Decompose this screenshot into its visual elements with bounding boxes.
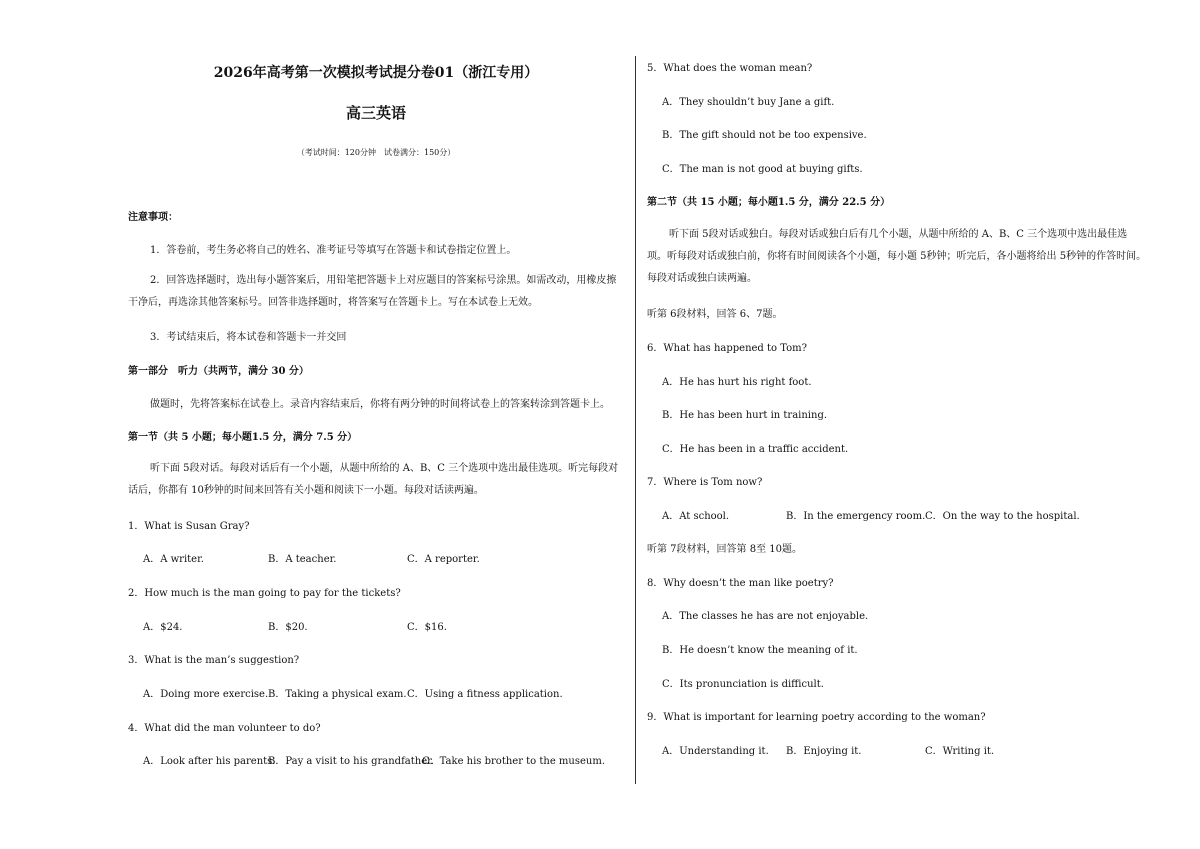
note-item-3: 3．考试结束后，将本试卷和答题卡一并交回: [150, 332, 347, 343]
notes-heading: 注意事项：: [128, 212, 178, 223]
option-c[interactable]: C．On the way to the hospital.: [925, 511, 1080, 522]
note-item-2: 2．回答选择题时，选出每小题答案后，用铅笔把答题卡上对应题目的答案标号涂黑。如需改动，用橡皮擦干净后，再选涂其他答案标号。回答非选择题时，将答案写在答题卡上。写在本试卷上无效。: [128, 275, 617, 308]
option-c[interactable]: C．Take his brother to the museum.: [422, 756, 605, 767]
option-b[interactable]: B．$20.: [268, 622, 308, 633]
question-stem: 8．Why doesn’t the man like poetry?: [647, 578, 834, 589]
option-b[interactable]: B．Pay a visit to his grandfather.: [268, 756, 434, 767]
part1-intro: 做题时，先将答案标在试卷上。录音内容结束后，你将有两分钟的时间将试卷上的答案转涂到答题卡上。: [150, 399, 610, 410]
section2-heading: 第二节（共 15 小题；每小题1.5 分，满分 22.5 分）: [647, 197, 891, 208]
option-c[interactable]: C．Using a fitness application.: [407, 689, 563, 700]
question-stem: 6．What has happened to Tom?: [647, 343, 807, 354]
question-stem: 7．Where is Tom now?: [647, 477, 763, 488]
option-b[interactable]: B．The gift should not be too expensive.: [662, 130, 867, 141]
option-a[interactable]: A．He has hurt his right foot.: [662, 377, 812, 388]
option-b[interactable]: B．He doesn’t know the meaning of it.: [662, 645, 858, 656]
option-b[interactable]: B．Taking a physical exam.: [268, 689, 407, 700]
option-b[interactable]: B．He has been hurt in training.: [662, 410, 828, 421]
section1-intro: 听下面 5段对话。每段对话后有一个小题，从题中所给的 A、B、C 三个选项中选出最佳选项。听完每段对话后，你都有 10秒钟的时间来回答有关小题和阅读下一小题。每段对话读两遍。: [128, 463, 619, 496]
option-a[interactable]: A．$24.: [143, 622, 183, 633]
material-7-label: 听第 7段材料，回答第 8至 10题。: [647, 544, 802, 555]
option-a[interactable]: A．At school.: [662, 511, 730, 522]
option-c[interactable]: C．The man is not good at buying gifts.: [662, 164, 863, 175]
part1-heading: 第一部分 听力（共两节，满分 30 分）: [128, 366, 309, 377]
exam-title: 2026年高考第一次模拟考试提分卷01（浙江专用）: [213, 65, 539, 81]
subject-title: 高三英语: [345, 104, 406, 122]
option-a[interactable]: A．Look after his parents.: [143, 756, 276, 767]
option-c[interactable]: C．A reporter.: [407, 554, 480, 565]
option-c[interactable]: C．$16.: [407, 622, 447, 633]
option-b[interactable]: B．Enjoying it.: [786, 746, 862, 757]
question-stem: 3．What is the man’s suggestion?: [128, 655, 300, 666]
option-c[interactable]: C．Writing it.: [925, 746, 995, 757]
material-6-label: 听第 6段材料，回答 6、7题。: [647, 309, 783, 320]
section1-heading: 第一节（共 5 小题；每小题1.5 分，满分 7.5 分）: [128, 432, 358, 443]
option-c[interactable]: C．Its pronunciation is difficult.: [662, 679, 824, 690]
option-b[interactable]: B．A teacher.: [268, 554, 337, 565]
option-c[interactable]: C．He has been in a traffic accident.: [662, 444, 849, 455]
exam-info: （考试时间：120分钟 试卷满分：150分）: [296, 148, 456, 157]
question-stem: 2．How much is the man going to pay for the tickets?: [128, 588, 401, 599]
option-a[interactable]: A．Doing more exercise.: [143, 689, 269, 700]
note-item-1: 1．答卷前，考生务必将自己的姓名、准考证号等填写在答题卡和试卷指定位置上。: [150, 245, 517, 256]
option-a[interactable]: A．Understanding it.: [662, 746, 769, 757]
question-stem: 9．What is important for learning poetry according to the woman?: [647, 712, 986, 723]
option-a[interactable]: A．They shouldn’t buy Jane a gift.: [662, 97, 835, 108]
option-a[interactable]: A．A writer.: [143, 554, 204, 565]
question-stem: 5．What does the woman mean?: [647, 63, 813, 74]
question-stem: 1．What is Susan Gray?: [128, 521, 250, 532]
option-a[interactable]: A．The classes he has are not enjoyable.: [662, 611, 869, 622]
question-stem: 4．What did the man volunteer to do?: [128, 723, 321, 734]
option-b[interactable]: B．In the emergency room.: [786, 511, 926, 522]
column-divider: [635, 56, 636, 784]
section2-intro: 听下面 5段对话或独白。每段对话或独白后有几个小题，从题中所给的 A、B、C 三个选项中选出最佳选项。听每段对话或独白前，你将有时间阅读各个小题，每小题 5秒钟；听完后，各小题将给出 5秒钟的作答时间。每段对话或独白读两遍。: [647, 229, 1147, 284]
